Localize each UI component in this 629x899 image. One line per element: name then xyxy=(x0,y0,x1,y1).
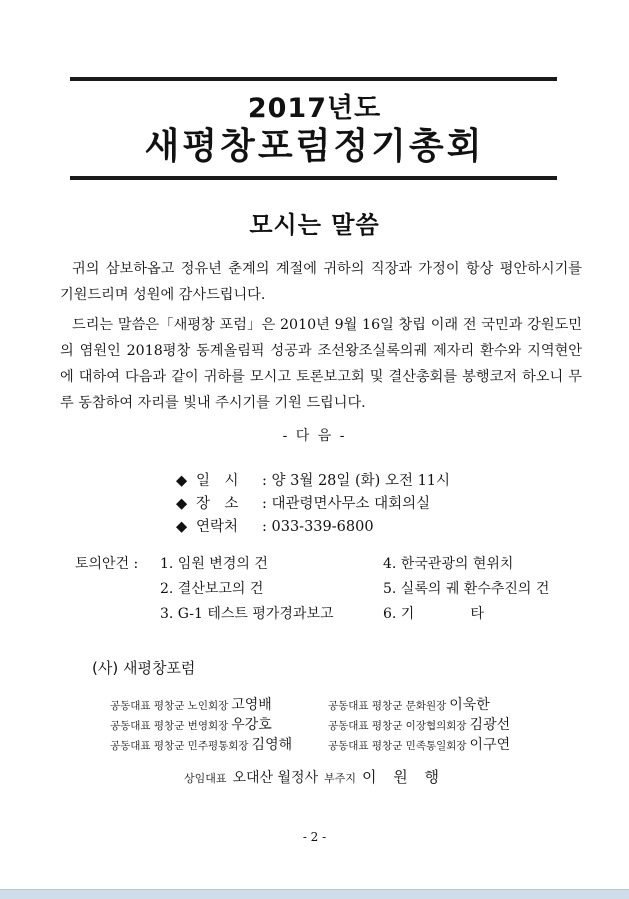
detail-location xyxy=(176,492,430,513)
agenda-item: 3. G-1 테스트 평가경과보고 xyxy=(160,606,334,622)
detail-label: 일 시 xyxy=(196,473,239,489)
following-marker: - 다 음 - xyxy=(282,428,347,444)
standing-name: 이 원 행 xyxy=(362,768,446,786)
section-title: 모시는 말씀 xyxy=(249,211,380,239)
diamond-bullet-icon: ◆ xyxy=(176,519,188,535)
diamond-bullet-icon: ◆ xyxy=(176,496,188,512)
representative-name: 김영해 xyxy=(251,737,293,753)
detail-datetime xyxy=(176,469,450,490)
standing-representative xyxy=(0,766,629,787)
representative-role: 공동대표 평창군 이장협의회장 xyxy=(328,720,467,732)
representative xyxy=(110,734,292,754)
agenda-item: 6. 기 타 xyxy=(383,606,484,622)
standing-role: 상임대표 xyxy=(183,772,227,785)
representative xyxy=(328,714,510,734)
representative-name: 이욱한 xyxy=(449,697,490,713)
detail-value: : 양 3월 28일 (화) 오전 11시 xyxy=(262,473,451,489)
detail-value: : 대관령면사무소 대회의실 xyxy=(262,496,431,512)
representative xyxy=(328,694,490,714)
representative xyxy=(110,714,272,734)
detail-value: : 033-339-6800 xyxy=(262,519,374,535)
detail-contact xyxy=(176,515,374,536)
agenda-item: 2. 결산보고의 건 xyxy=(160,581,264,597)
representative-name: 김광선 xyxy=(469,717,511,733)
representative-role: 공동대표 평창군 민주평통회장 xyxy=(110,740,249,752)
representative-role: 공동대표 평창군 노인회장 xyxy=(110,700,229,712)
representative xyxy=(110,694,272,714)
greeting-paragraph: 귀의 삼보하옵고 정유년 춘계의 계절에 귀하의 직장과 가정이 항상 평안하시기를 기원드리며 성원에 감사드립니다. xyxy=(60,261,582,303)
representative-role: 공동대표 평창군 번영회장 xyxy=(110,720,229,732)
year-title: 2017년도 xyxy=(247,93,382,124)
standing-title: 부주지 xyxy=(324,772,356,785)
representative-name: 우강호 xyxy=(231,717,272,733)
agenda-item: 4. 한국관광의 현위치 xyxy=(383,556,514,572)
representative-role: 공동대표 평창군 민족통일회장 xyxy=(328,740,467,752)
representative-role: 공동대표 평창군 문화원장 xyxy=(328,700,447,712)
diamond-bullet-icon: ◆ xyxy=(176,473,188,489)
invitation-paragraph: 드리는 말씀은「새평창 포럼」은 2010년 9월 16일 창립 이래 전 국민과 강원도민의 염원인 2018평창 동계올림픽 성공과 조선왕조실록의궤 제자리 환수와 지역현안에 대하여 다음과 같이 귀하를 모시고 토론보고회 및 결산총회를 봉행코저 하오니 무루 동참하여 자리를 빛내 주시기를 기원 드립니다. xyxy=(60,317,582,411)
detail-label: 연락처 xyxy=(196,519,239,535)
standing-organization: 오대산 월정사 xyxy=(232,770,319,786)
agenda-item: 1. 임원 변경의 건 xyxy=(160,556,268,572)
organization-name: (사) 새평창포럼 xyxy=(92,659,196,677)
main-title: 새평창포럼정기총회 xyxy=(144,126,485,167)
top-rule xyxy=(70,77,557,81)
agenda-label: 토의안건 : xyxy=(75,556,139,572)
representative xyxy=(328,734,510,754)
detail-label: 장 소 xyxy=(196,496,239,512)
representative-name: 이구연 xyxy=(469,737,511,753)
representative-name: 고영배 xyxy=(231,697,272,713)
page-number: - 2 - xyxy=(302,830,327,844)
bottom-rule xyxy=(70,176,557,180)
agenda-item: 5. 실록의 궤 환수추진의 건 xyxy=(383,581,550,597)
